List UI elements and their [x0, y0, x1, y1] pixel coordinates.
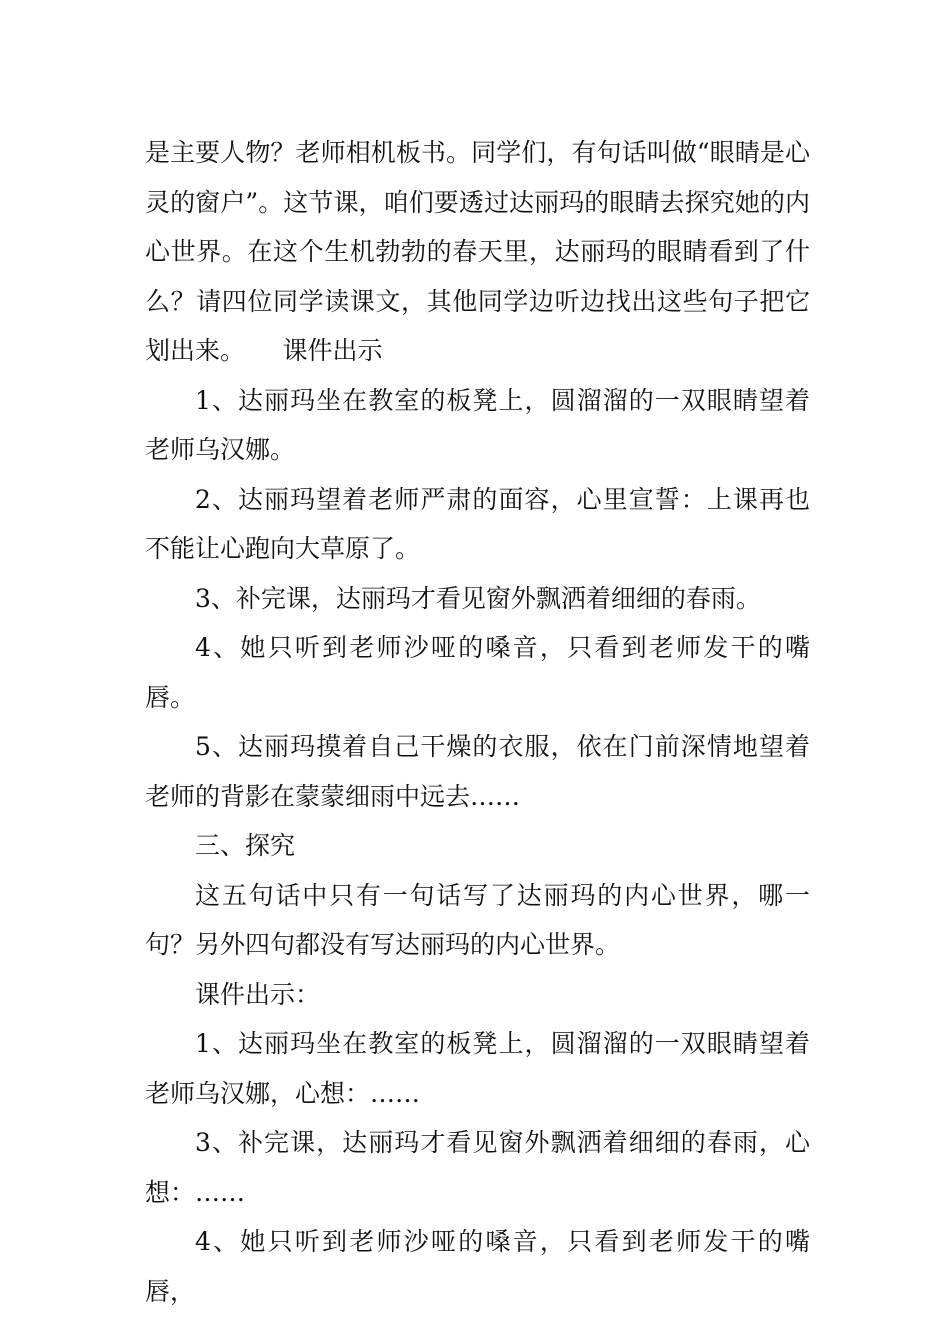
paragraph-revised-sentence-1: 1、达丽玛坐在教室的板凳上，圆溜溜的一双眼睛望着老师乌汉娜，心想：…… [145, 1029, 810, 1108]
paragraph-question: 这五句话中只有一句话写了达丽玛的内心世界，哪一句？另外四句都没有写达丽玛的内心世界。 [145, 880, 810, 959]
paragraph-revised-sentence-4: 4、她只听到老师沙哑的嗓音，只看到老师发干的嘴唇， [145, 1227, 810, 1306]
paragraph-sentence-2: 2、达丽玛望着老师严肃的面容，心里宣誓：上课再也不能让心跑向大草原了。 [145, 484, 810, 563]
section-heading-explore: 三、探究 [195, 831, 296, 860]
paragraph-courseware-label: 课件出示： [195, 979, 321, 1009]
paragraph-sentence-5: 5、达丽玛摸着自己干燥的衣服，依在门前深情地望着老师的背影在蒙蒙细雨中远去…… [145, 732, 810, 811]
paragraph-revised-sentence-3: 3、补完课，达丽玛才看见窗外飘洒着细细的春雨，心想：…… [145, 1128, 810, 1207]
document-body [145, 128, 810, 1316]
paragraph-sentence-3: 3、补完课，达丽玛才看见窗外飘洒着细细的春雨。 [195, 583, 761, 613]
paragraph-intro: 是主要人物？老师相机板书。同学们，有句话叫做“眼睛是心灵的窗户”。这节课，咱们要透过达丽玛的眼睛去探究她的内心世界。在这个生机勃勃的春天里，达丽玛的眼睛看到了什么？请四位同学读课文，其他同学边听边找出这些句子把它划出来。 课件出示 [145, 138, 810, 365]
paragraph-sentence-4: 4、她只听到老师沙哑的嗓音，只看到老师发干的嘴唇。 [145, 633, 810, 712]
paragraph-sentence-1: 1、达丽玛坐在教室的板凳上，圆溜溜的一双眼睛望着老师乌汉娜。 [145, 385, 810, 464]
